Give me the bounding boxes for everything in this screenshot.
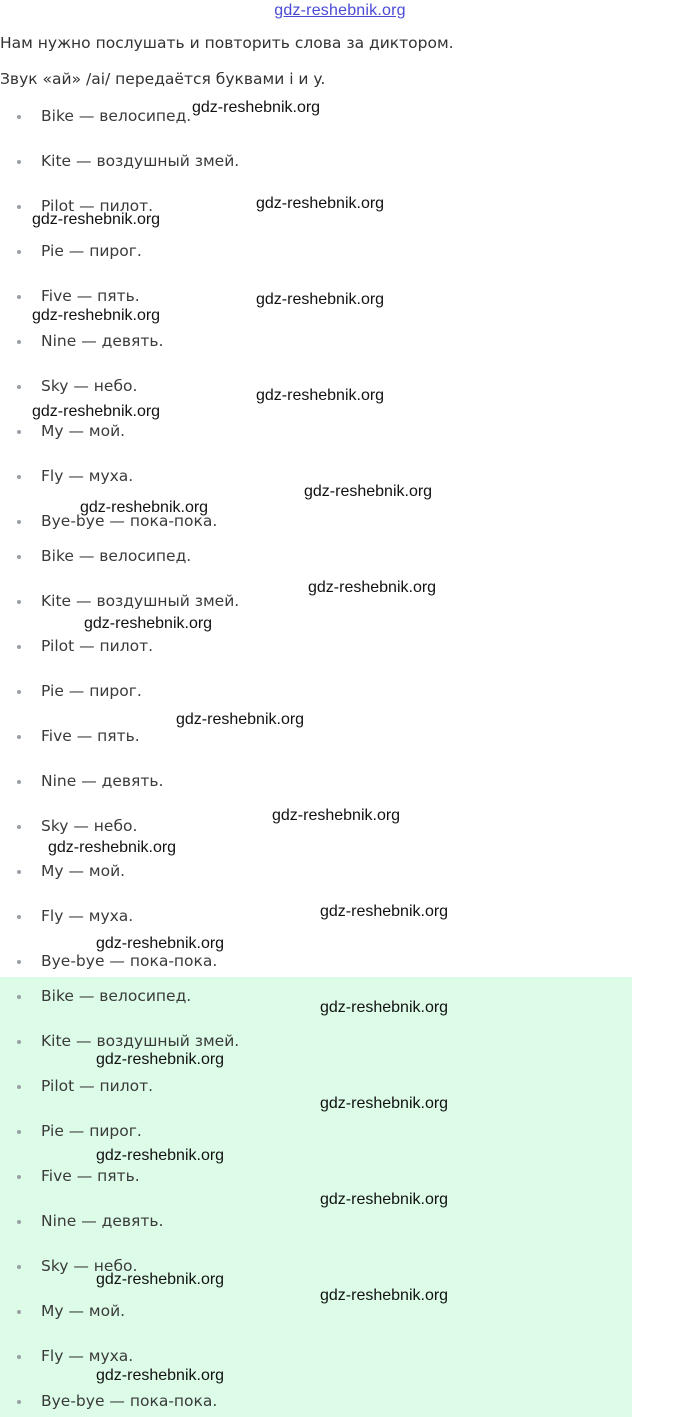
word-translation: Nine — девять. xyxy=(41,332,164,350)
watermark-text: gdz-reshebnik.org xyxy=(256,291,385,308)
watermark-text: gdz-reshebnik.org xyxy=(176,711,305,728)
word-translation: Fly — муха. xyxy=(41,1347,134,1365)
bullet-icon xyxy=(17,1400,21,1404)
list-item xyxy=(0,987,620,1011)
word-translation: Pie — пирог. xyxy=(41,242,142,260)
list-item xyxy=(0,1077,620,1101)
word-translation: My — мой. xyxy=(41,862,126,880)
word-translation: Pie — пирог. xyxy=(41,682,142,700)
word-translation: Bye-bye — пока-пока. xyxy=(41,952,218,970)
word-translation: Bike — велосипед. xyxy=(41,987,192,1005)
bullet-icon xyxy=(17,340,21,344)
watermark-text: gdz-reshebnik.org xyxy=(320,999,449,1016)
watermark-text: gdz-reshebnik.org xyxy=(256,195,385,212)
list-item xyxy=(0,727,620,751)
list-item xyxy=(0,952,620,976)
word-translation: Five — пять. xyxy=(41,287,140,305)
list-item xyxy=(0,1347,620,1371)
watermark-text: gdz-reshebnik.org xyxy=(192,99,321,116)
word-translation: Kite — воздушный змей. xyxy=(41,1032,240,1050)
watermark-text: gdz-reshebnik.org xyxy=(256,387,385,404)
word-translation: Sky — небо. xyxy=(41,817,138,835)
list-item xyxy=(0,1257,620,1281)
watermark-text: gdz-reshebnik.org xyxy=(96,1367,225,1384)
watermark-text: gdz-reshebnik.org xyxy=(80,499,209,516)
list-item xyxy=(0,907,620,931)
list-item xyxy=(0,332,620,356)
list-item xyxy=(0,1032,620,1056)
word-translation: My — мой. xyxy=(41,1302,126,1320)
bullet-icon xyxy=(17,960,21,964)
bullet-icon xyxy=(17,1085,21,1089)
word-translation: Five — пять. xyxy=(41,1167,140,1185)
list-item xyxy=(0,1212,620,1236)
word-translation: Fly — муха. xyxy=(41,467,134,485)
list-item xyxy=(0,242,620,266)
bullet-icon xyxy=(17,690,21,694)
bullet-icon xyxy=(17,475,21,479)
bullet-icon xyxy=(17,295,21,299)
word-translation: Kite — воздушный змей. xyxy=(41,592,240,610)
bullet-icon xyxy=(17,645,21,649)
list-item xyxy=(0,1392,620,1416)
word-translation: Nine — девять. xyxy=(41,772,164,790)
list-item xyxy=(0,682,620,706)
watermark-text: gdz-reshebnik.org xyxy=(320,1095,449,1112)
watermark-text: gdz-reshebnik.org xyxy=(272,807,401,824)
word-translation: Bye-bye — пока-пока. xyxy=(41,512,218,530)
watermark-text: gdz-reshebnik.org xyxy=(308,579,437,596)
watermark-text: gdz-reshebnik.org xyxy=(320,903,449,920)
watermark-text: gdz-reshebnik.org xyxy=(32,403,161,420)
list-item xyxy=(0,772,620,796)
watermark-text: gdz-reshebnik.org xyxy=(320,1191,449,1208)
list-item xyxy=(0,637,620,661)
bullet-icon xyxy=(17,1265,21,1269)
word-translation: Bye-bye — пока-пока. xyxy=(41,1392,218,1410)
bullet-icon xyxy=(17,1040,21,1044)
bullet-icon xyxy=(17,870,21,874)
watermark-text: gdz-reshebnik.org xyxy=(96,1051,225,1068)
watermark-text: gdz-reshebnik.org xyxy=(304,483,433,500)
watermark-text: gdz-reshebnik.org xyxy=(84,615,213,632)
word-translation: Five — пять. xyxy=(41,727,140,745)
intro-text: Нам нужно послушать и повторить слова за диктором. xyxy=(0,34,454,52)
watermark-text: gdz-reshebnik.org xyxy=(96,1147,225,1164)
list-item xyxy=(0,1122,620,1146)
bullet-icon xyxy=(17,520,21,524)
word-translation: Pilot — пилот. xyxy=(41,1077,154,1095)
watermark-text: gdz-reshebnik.org xyxy=(32,211,161,228)
word-translation: Fly — муха. xyxy=(41,907,134,925)
word-translation: Nine — девять. xyxy=(41,1212,164,1230)
bullet-icon xyxy=(17,430,21,434)
word-translation: Pilot — пилот. xyxy=(41,197,154,215)
bullet-icon xyxy=(17,250,21,254)
word-translation: Pilot — пилот. xyxy=(41,637,154,655)
bullet-icon xyxy=(17,995,21,999)
bullet-icon xyxy=(17,1175,21,1179)
list-item xyxy=(0,547,620,571)
bullet-icon xyxy=(17,160,21,164)
bullet-icon xyxy=(17,1130,21,1134)
list-item xyxy=(0,1167,620,1191)
word-translation: Sky — небо. xyxy=(41,1257,138,1275)
bullet-icon xyxy=(17,915,21,919)
word-translation: My — мой. xyxy=(41,422,126,440)
list-item xyxy=(0,1302,620,1326)
list-item xyxy=(0,862,620,886)
watermark-text: gdz-reshebnik.org xyxy=(48,839,177,856)
sound-description: Звук «ай» /ai/ передаётся буквами i и y. xyxy=(0,70,326,88)
watermark-text: gdz-reshebnik.org xyxy=(96,1271,225,1288)
watermark-text: gdz-reshebnik.org xyxy=(32,307,161,324)
bullet-icon xyxy=(17,555,21,559)
bullet-icon xyxy=(17,385,21,389)
bullet-icon xyxy=(17,1220,21,1224)
bullet-icon xyxy=(17,205,21,209)
list-item xyxy=(0,152,620,176)
word-translation: Sky — небо. xyxy=(41,377,138,395)
watermark-text: gdz-reshebnik.org xyxy=(320,1287,449,1304)
word-translation: Bike — велосипед. xyxy=(41,107,192,125)
word-translation: Kite — воздушный змей. xyxy=(41,152,240,170)
bullet-icon xyxy=(17,600,21,604)
list-item xyxy=(0,422,620,446)
watermark-text: gdz-reshebnik.org xyxy=(96,935,225,952)
bullet-icon xyxy=(17,825,21,829)
word-translation: Bike — велосипед. xyxy=(41,547,192,565)
word-translation: Pie — пирог. xyxy=(41,1122,142,1140)
bullet-icon xyxy=(17,1310,21,1314)
bullet-icon xyxy=(17,1355,21,1359)
bullet-icon xyxy=(17,780,21,784)
bullet-icon xyxy=(17,115,21,119)
site-header-link[interactable]: gdz-reshebnik.org xyxy=(274,2,406,19)
bullet-icon xyxy=(17,735,21,739)
